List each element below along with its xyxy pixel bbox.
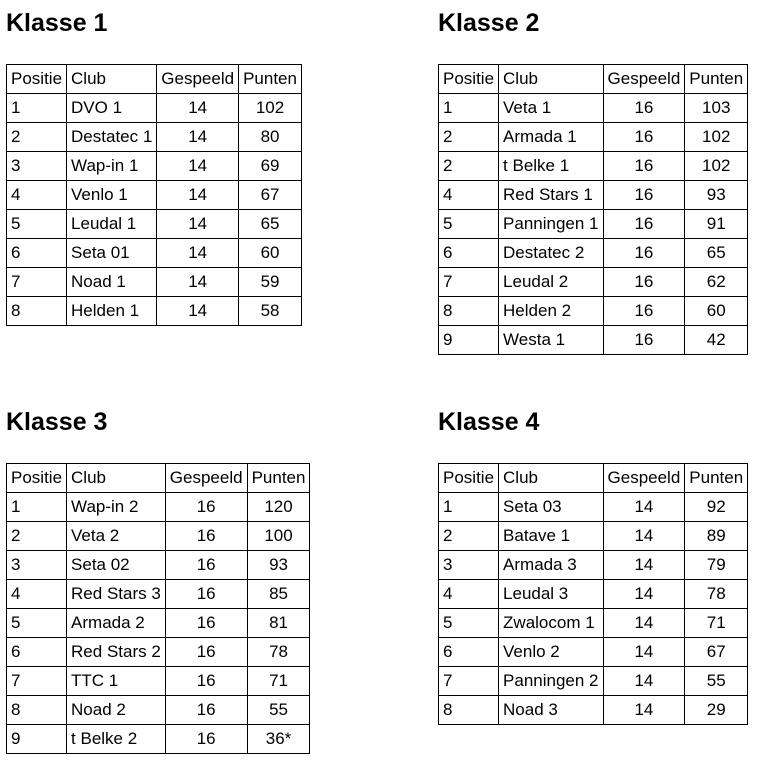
points-header: Punten [685, 464, 748, 493]
played-cell: 16 [603, 181, 685, 210]
points-cell: 102 [239, 94, 302, 123]
table-row [439, 152, 748, 181]
points-cell: 120 [247, 493, 310, 522]
played-header: Gespeeld [165, 464, 247, 493]
points-cell: 60 [239, 239, 302, 268]
position-cell: 3 [7, 152, 67, 181]
points-cell: 67 [239, 181, 302, 210]
table-row [7, 94, 302, 123]
played-cell: 16 [603, 123, 685, 152]
club-header: Club [67, 65, 157, 94]
table-row [7, 297, 302, 326]
table-row [439, 551, 748, 580]
position-cell: 6 [439, 638, 499, 667]
position-cell: 6 [7, 239, 67, 268]
club-cell: Armada 3 [499, 551, 603, 580]
table-header-row [7, 65, 302, 94]
played-cell: 16 [165, 551, 247, 580]
table-row [439, 696, 748, 725]
points-header: Punten [685, 65, 748, 94]
table-row [439, 94, 748, 123]
points-cell: 102 [685, 152, 748, 181]
played-cell: 16 [165, 609, 247, 638]
club-cell: Destatec 1 [67, 123, 157, 152]
club-cell: Seta 01 [67, 239, 157, 268]
played-cell: 16 [165, 696, 247, 725]
position-cell: 8 [439, 696, 499, 725]
position-cell: 2 [7, 522, 67, 551]
played-header: Gespeeld [603, 65, 685, 94]
position-header: Positie [439, 65, 499, 94]
table-row [7, 580, 310, 609]
table-row [439, 609, 748, 638]
club-cell: Helden 1 [67, 297, 157, 326]
played-cell: 14 [603, 493, 685, 522]
klasse-4-section [438, 407, 744, 719]
position-cell: 1 [7, 493, 67, 522]
club-cell: Red Stars 1 [499, 181, 603, 210]
position-cell: 8 [439, 297, 499, 326]
points-cell: 102 [685, 123, 748, 152]
position-cell: 1 [439, 493, 499, 522]
position-cell: 7 [7, 268, 67, 297]
played-cell: 14 [157, 152, 239, 181]
played-cell: 14 [603, 667, 685, 696]
points-cell: 60 [685, 297, 748, 326]
played-cell: 14 [157, 239, 239, 268]
club-cell: Noad 3 [499, 696, 603, 725]
points-cell: 55 [247, 696, 310, 725]
played-cell: 16 [603, 94, 685, 123]
points-cell: 29 [685, 696, 748, 725]
position-cell: 5 [439, 609, 499, 638]
club-cell: Batave 1 [499, 522, 603, 551]
points-cell: 93 [247, 551, 310, 580]
club-header: Club [499, 464, 603, 493]
club-cell: t Belke 1 [499, 152, 603, 181]
points-cell: 58 [239, 297, 302, 326]
position-cell: 9 [7, 725, 67, 754]
points-cell: 100 [247, 522, 310, 551]
played-cell: 14 [157, 181, 239, 210]
position-header: Positie [7, 464, 67, 493]
points-cell: 71 [685, 609, 748, 638]
table-row [7, 638, 310, 667]
table-row [439, 239, 748, 268]
position-cell: 9 [439, 326, 499, 355]
table-row [439, 580, 748, 609]
klasse-1-table [6, 64, 302, 326]
position-header: Positie [439, 464, 499, 493]
club-cell: DVO 1 [67, 94, 157, 123]
club-cell: Noad 1 [67, 268, 157, 297]
club-cell: Destatec 2 [499, 239, 603, 268]
points-header: Punten [247, 464, 310, 493]
played-cell: 14 [603, 580, 685, 609]
position-cell: 7 [7, 667, 67, 696]
klasse-3-table [6, 463, 310, 754]
klasse-3-title: Klasse 3 [6, 408, 108, 436]
table-header-row [439, 65, 748, 94]
position-cell: 6 [439, 239, 499, 268]
club-cell: Seta 02 [67, 551, 166, 580]
points-cell: 103 [685, 94, 748, 123]
table-row [439, 638, 748, 667]
points-cell: 78 [247, 638, 310, 667]
table-row [7, 551, 310, 580]
club-cell: Red Stars 2 [67, 638, 166, 667]
table-row [439, 181, 748, 210]
klasse-3-section [6, 407, 306, 748]
points-cell: 80 [239, 123, 302, 152]
club-cell: Red Stars 3 [67, 580, 166, 609]
club-cell: Helden 2 [499, 297, 603, 326]
club-cell: Westa 1 [499, 326, 603, 355]
table-row [7, 667, 310, 696]
points-cell: 92 [685, 493, 748, 522]
table-row [7, 268, 302, 297]
position-cell: 4 [439, 580, 499, 609]
table-row [439, 210, 748, 239]
points-cell: 62 [685, 268, 748, 297]
club-cell: Veta 1 [499, 94, 603, 123]
played-cell: 14 [157, 123, 239, 152]
klasse-1-section [6, 8, 297, 320]
played-cell: 16 [603, 152, 685, 181]
table-row [439, 268, 748, 297]
played-cell: 14 [157, 297, 239, 326]
club-cell: t Belke 2 [67, 725, 166, 754]
points-cell: 42 [685, 326, 748, 355]
played-cell: 14 [603, 551, 685, 580]
points-cell: 65 [685, 239, 748, 268]
points-cell: 55 [685, 667, 748, 696]
position-cell: 5 [7, 210, 67, 239]
table-row [439, 667, 748, 696]
position-cell: 8 [7, 696, 67, 725]
position-cell: 5 [7, 609, 67, 638]
points-header: Punten [239, 65, 302, 94]
table-row [7, 696, 310, 725]
club-cell: TTC 1 [67, 667, 166, 696]
played-cell: 16 [603, 268, 685, 297]
club-header: Club [67, 464, 166, 493]
played-cell: 16 [603, 239, 685, 268]
club-cell: Venlo 2 [499, 638, 603, 667]
klasse-2-table [438, 64, 748, 355]
club-cell: Armada 1 [499, 123, 603, 152]
position-cell: 1 [439, 94, 499, 123]
club-cell: Zwalocom 1 [499, 609, 603, 638]
table-row [439, 297, 748, 326]
position-cell: 3 [439, 551, 499, 580]
club-cell: Panningen 1 [499, 210, 603, 239]
club-cell: Leudal 1 [67, 210, 157, 239]
position-cell: 4 [439, 181, 499, 210]
klasse-2-section [438, 8, 744, 349]
played-cell: 14 [157, 268, 239, 297]
played-cell: 16 [603, 297, 685, 326]
table-row [439, 326, 748, 355]
club-cell: Wap-in 1 [67, 152, 157, 181]
points-cell: 36* [247, 725, 310, 754]
club-cell: Noad 2 [67, 696, 166, 725]
position-cell: 4 [7, 181, 67, 210]
club-cell: Leudal 2 [499, 268, 603, 297]
played-cell: 14 [603, 609, 685, 638]
played-cell: 14 [603, 696, 685, 725]
table-row [439, 522, 748, 551]
position-cell: 2 [439, 123, 499, 152]
table-row [7, 152, 302, 181]
table-row [7, 522, 310, 551]
position-cell: 7 [439, 268, 499, 297]
klasse-2-title: Klasse 2 [438, 9, 540, 37]
played-cell: 14 [603, 638, 685, 667]
position-cell: 2 [439, 152, 499, 181]
table-header-row [439, 464, 748, 493]
position-cell: 6 [7, 638, 67, 667]
played-cell: 16 [165, 493, 247, 522]
position-cell: 2 [7, 123, 67, 152]
position-cell: 4 [7, 580, 67, 609]
played-header: Gespeeld [603, 464, 685, 493]
table-header-row [7, 464, 310, 493]
played-cell: 14 [157, 94, 239, 123]
position-cell: 2 [439, 522, 499, 551]
table-row [7, 181, 302, 210]
klasse-1-title: Klasse 1 [6, 9, 108, 37]
club-cell: Veta 2 [67, 522, 166, 551]
table-row [7, 239, 302, 268]
points-cell: 71 [247, 667, 310, 696]
klasse-4-title: Klasse 4 [438, 408, 540, 436]
table-row [439, 123, 748, 152]
played-cell: 16 [165, 725, 247, 754]
position-cell: 8 [7, 297, 67, 326]
points-cell: 91 [685, 210, 748, 239]
played-cell: 16 [165, 580, 247, 609]
position-cell: 1 [7, 94, 67, 123]
club-cell: Panningen 2 [499, 667, 603, 696]
played-cell: 16 [165, 667, 247, 696]
played-cell: 14 [603, 522, 685, 551]
table-row [7, 493, 310, 522]
points-cell: 85 [247, 580, 310, 609]
points-cell: 69 [239, 152, 302, 181]
club-cell: Seta 03 [499, 493, 603, 522]
points-cell: 59 [239, 268, 302, 297]
points-cell: 89 [685, 522, 748, 551]
position-cell: 5 [439, 210, 499, 239]
played-header: Gespeeld [157, 65, 239, 94]
played-cell: 16 [165, 638, 247, 667]
position-cell: 7 [439, 667, 499, 696]
played-cell: 14 [157, 210, 239, 239]
club-cell: Venlo 1 [67, 181, 157, 210]
table-row [7, 123, 302, 152]
played-cell: 16 [165, 522, 247, 551]
points-cell: 79 [685, 551, 748, 580]
points-cell: 67 [685, 638, 748, 667]
points-cell: 93 [685, 181, 748, 210]
position-header: Positie [7, 65, 67, 94]
points-cell: 81 [247, 609, 310, 638]
klasse-4-table [438, 463, 748, 725]
position-cell: 3 [7, 551, 67, 580]
club-cell: Leudal 3 [499, 580, 603, 609]
table-row [7, 609, 310, 638]
table-row [7, 725, 310, 754]
club-cell: Wap-in 2 [67, 493, 166, 522]
club-header: Club [499, 65, 603, 94]
points-cell: 78 [685, 580, 748, 609]
club-cell: Armada 2 [67, 609, 166, 638]
played-cell: 16 [603, 326, 685, 355]
played-cell: 16 [603, 210, 685, 239]
table-row [439, 493, 748, 522]
table-row [7, 210, 302, 239]
points-cell: 65 [239, 210, 302, 239]
